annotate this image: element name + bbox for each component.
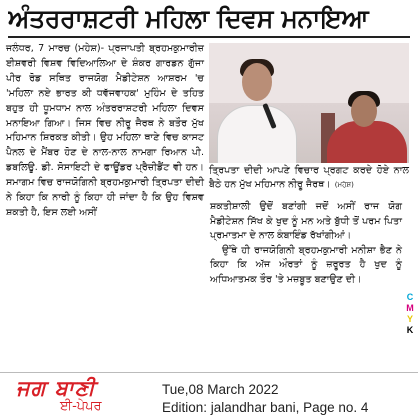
edition-date: Tue,08 March 2022 (162, 382, 279, 397)
article-headline: ਅੰਤਰਰਾਸ਼ਟਰੀ ਮਹਿਲਾ ਦਿਵਸ ਮਨਾਇਆ (8, 2, 410, 38)
photo-caption (209, 164, 409, 192)
speaker-figure (217, 105, 297, 163)
guest-figure (327, 121, 407, 163)
article-body-right (210, 200, 402, 288)
edition-page: Edition: jalandhar bani, Page no. 4 (162, 400, 369, 415)
epaper-footer (0, 372, 418, 420)
right-paragraph-1: ਸ਼ਕਤੀਸ਼ਾਲੀ ਉਦੋਂ ਬਣਾਂਗੀ ਜਦੋਂ ਅਸੀਂ ਰਾਜ ਯੋਗ ਮੈਡੀਟੇਸ਼ਨ ਸਿੱਖ ਕੇ ਖੁਦ ਨੂੰ ਮਨ ਅਤੇ ਬੁੱਧੀ ਤੋਂ ਪਰਮ ਪਿਤਾ ਪ੍ਰਮਾਤਮਾ ਦੇ ਨਾਲ ਕੰਬਾਇੰਡ ਰੱਖਾਂਗੀਆਂ। (210, 201, 402, 242)
logo-sub-text: ਈ-ਪੇਪਰ (60, 399, 102, 414)
caption-source: (ਮਹੇਸ਼) (334, 181, 354, 189)
cmyk-y: Y (406, 314, 413, 324)
logo-main-text: ਜਗ ਬਾਣੀ (16, 375, 96, 400)
jagbani-logo[interactable] (16, 377, 148, 417)
article-body-left (6, 42, 204, 221)
left-column-text: ਜਲੰਧਰ, 7 ਮਾਰਚ (ਮਹੇਸ਼)- ਪ੍ਰਜਾਪਤੀ ਬ੍ਰਹਮਕੁਮਾਰੀਜ਼ ਈਸ਼ਵਰੀ ਵਿਸ਼ਵ ਵਿਦਿਆਲਿਆ ਦੇ ਸ਼ੰਕਰ ਗਾਰਡਨ ਗੁੱਜਾ ਪੀਰ ਰੋਡ ਸਥਿਤ ਰਾਜਯੋਗ ਮੈਡੀਟੇਸ਼ਨ ਆਸ਼ਰਮ 'ਚ 'ਮਹਿਲਾ ਨਏ ਭਾਰਤ ਕੀ ਧਵੱਜਵਾਹਕ' ਮੁਹਿੰਮ ਦੇ ਤਹਿਤ ਬਹੁਤ ਹੀ ਧੂਮਧਾਮ ਨਾਲ ਅੰਤਰਰਾਸ਼ਟਰੀ ਮਹਿਲਾ ਦਿਵਸ ਮਨਾਇਆ ਗਿਆ। ਜਿਸ ਵਿਚ ਨੀਰੂ ਜੈਰਥ ਨੇ ਬਤੌਰ ਮੁੱਖ ਮਹਿਮਾਨ ਸ਼ਿਰਕਤ ਕੀਤੀ। ਉਹ ਮਹਿਲਾ ਥਾਣੇ ਵਿਚ ਕਾਸਟ ਪੈਨਲ ਦੇ ਮੈਂਬਰ ਹੋਣ ਦੇ ਨਾਲ-ਨਾਲ ਨਾਮਗਾ ਰਿਆਨ ਪੀ. ਡਬਲਿਊ. ਡੀ. ਸੋਸਾਇਟੀ ਦੇ ਫਾਊਂਡਰ ਪ੍ਰੈਜ਼ੀਡੈਂਟ ਵੀ ਹਨ। ਸਮਾਗਮ ਵਿਚ ਰਾਜਯੋਗਿਨੀ ਬ੍ਰਹਮਕੁਮਾਰੀ ਤ੍ਰਿਪਤਾ ਦੀਦੀ ਨੇ ਕਿਹਾ ਕਿ ਨਾਰੀ ਨੂੰ ਕਿਹਾ ਹੀ ਜਾਂਦਾ ਹੈ ਕਿ ਉਹ ਵਿਸ਼ਵ ਸ਼ਕਤੀ ਹੈ, ਇਸ ਲਈ ਅਸੀਂ (6, 43, 204, 218)
cmyk-print-marks (404, 292, 416, 336)
cmyk-c: C (406, 292, 414, 302)
cmyk-m: M (406, 303, 414, 313)
edition-meta (162, 381, 412, 417)
right-paragraph-2: ਉੱਥੇ ਹੀ ਰਾਜਯੋਗਿਨੀ ਬ੍ਰਹਮਕੁਮਾਰੀ ਮਨੀਸ਼ਾ ਭੈਣ ਨੇ ਕਿਹਾ ਕਿ ਅੱਜ ਔਰਤਾਂ ਨੂੰ ਜ਼ਰੂਰਤ ਹੈ ਖੁਦ ਨੂੰ ਅਧਿਆਤਮਕ ਤੌਰ 'ਤੇ ਮਜ਼ਬੂਤ ਬਣਾਉਣ ਦੀ। (210, 244, 402, 285)
article-photo (209, 43, 409, 163)
caption-text: ਤ੍ਰਿਪਤਾ ਦੀਦੀ ਆਪਣੇ ਵਿਚਾਰ ਪ੍ਰਗਟ ਕਰਦੇ ਹੋਏ ਨਾਲ ਬੈਠੇ ਹਨ ਮੁੱਖ ਮਹਿਮਾਨ ਨੀਰੂ ਜੈਰਥ। (209, 165, 409, 190)
cmyk-k: K (406, 325, 414, 335)
